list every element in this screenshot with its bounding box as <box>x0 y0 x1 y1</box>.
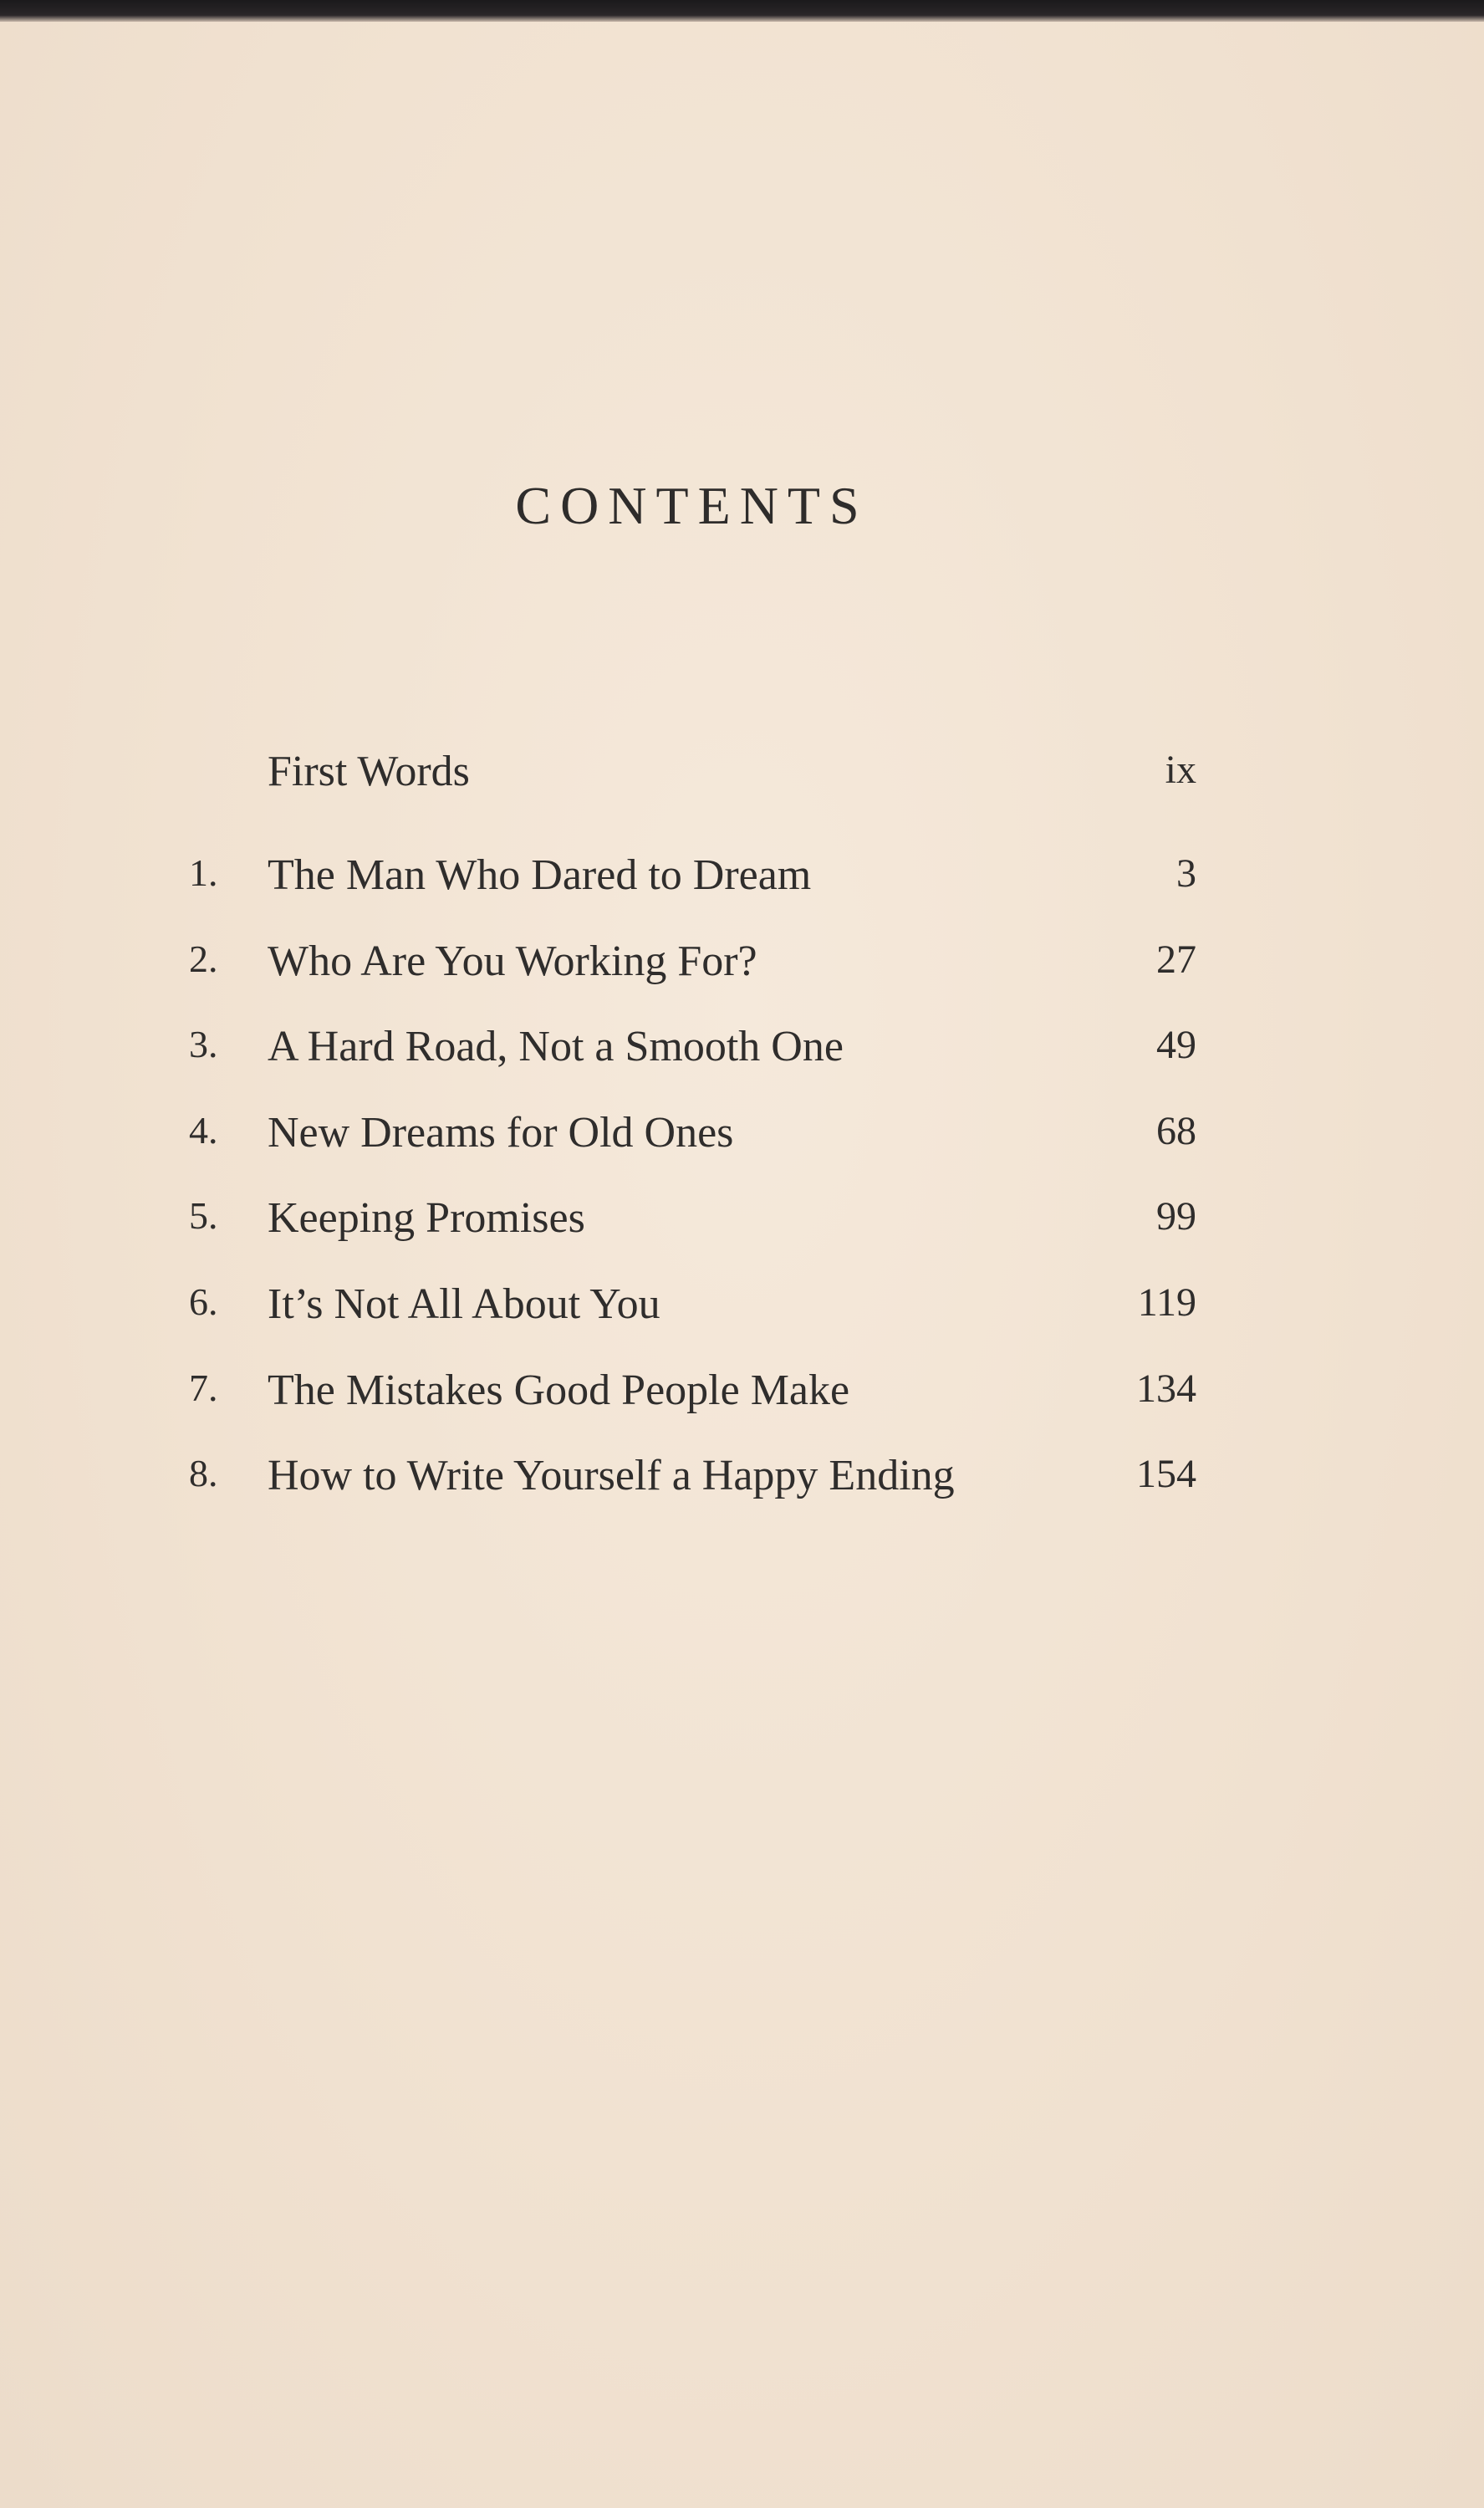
toc-entry-page: 68 <box>1156 1109 1196 1153</box>
toc-entry-page: 134 <box>1136 1366 1196 1411</box>
toc-entry-number: 3. <box>189 1023 218 1065</box>
toc-entry-number: 1. <box>189 851 218 894</box>
page-title: CONTENTS <box>515 476 869 535</box>
toc-entry-page: ix <box>1165 748 1196 792</box>
toc-entry-number: 7. <box>189 1366 218 1409</box>
toc-entry <box>0 1366 1484 1424</box>
toc-entry-label: A Hard Road, Not a Smooth One <box>268 1023 844 1070</box>
toc-entry-page: 99 <box>1156 1194 1196 1239</box>
toc-entry <box>0 1022 1484 1080</box>
toc-entry-label: Keeping Promises <box>268 1194 585 1242</box>
toc-entry-number: 8. <box>189 1452 218 1494</box>
toc-entry-page: 27 <box>1156 937 1196 982</box>
toc-entry <box>0 1451 1484 1509</box>
toc-entry-page: 49 <box>1156 1023 1196 1067</box>
toc-entry-label: The Mistakes Good People Make <box>268 1366 850 1414</box>
toc-entry-number: 4. <box>189 1109 218 1152</box>
toc-entry <box>0 747 1484 805</box>
toc-entry-label: It’s Not All About You <box>268 1280 660 1328</box>
toc-entry-number: 6. <box>189 1280 218 1323</box>
toc-entry-label: The Man Who Dared to Dream <box>268 851 812 899</box>
toc-entry-label: First Words <box>268 748 470 795</box>
toc-entry-number: 2. <box>189 937 218 980</box>
toc-entry <box>0 1108 1484 1167</box>
toc-entry-label: Who Are You Working For? <box>268 937 757 985</box>
toc-entry <box>0 850 1484 909</box>
toc-entry-label: New Dreams for Old Ones <box>268 1109 734 1157</box>
toc-entry-number: 5. <box>189 1194 218 1237</box>
toc-entry-page: 119 <box>1137 1280 1196 1325</box>
toc-entry <box>0 937 1484 995</box>
toc-entry <box>0 1280 1484 1338</box>
toc-entry <box>0 1193 1484 1252</box>
toc-entry-page: 154 <box>1136 1452 1196 1496</box>
toc-entry-label: How to Write Yourself a Happy Ending <box>268 1452 955 1499</box>
toc-entry-page: 3 <box>1176 851 1196 896</box>
